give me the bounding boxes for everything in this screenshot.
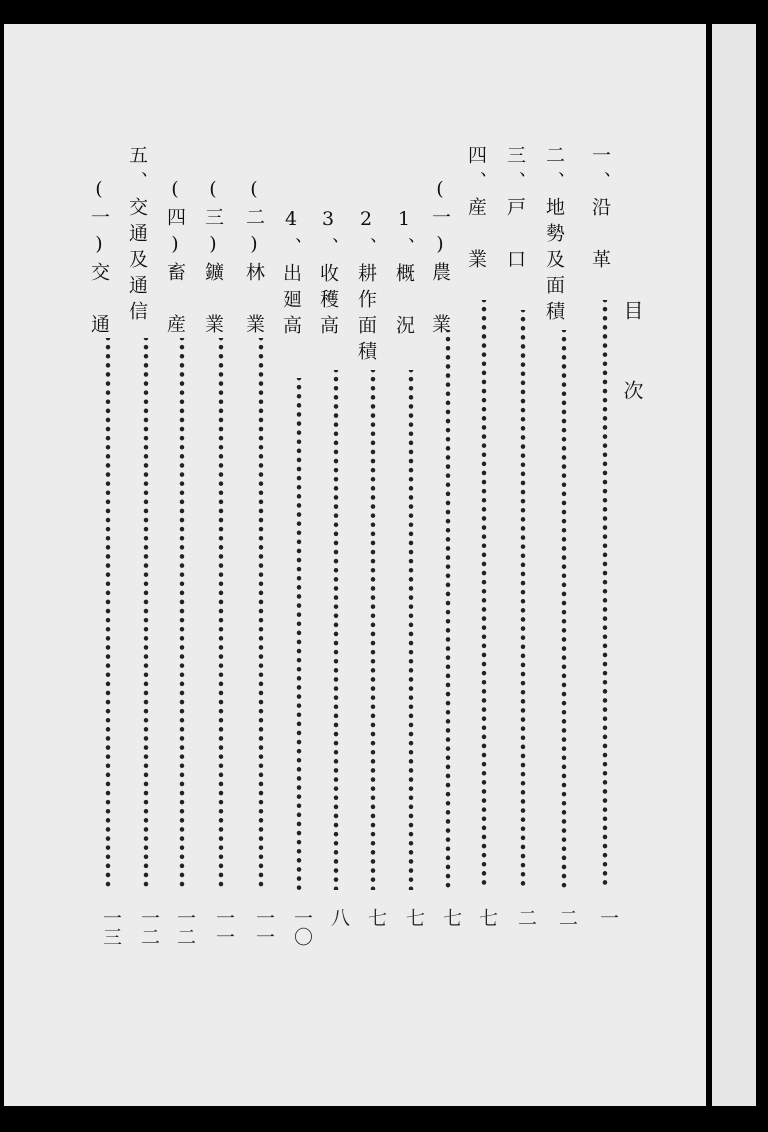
- dot-leader: [441, 330, 455, 890]
- toc-entry-label: (四)畜 産: [164, 178, 186, 340]
- dot-leader: [139, 338, 153, 890]
- toc-entry-label: 五、交通及通信: [126, 145, 148, 327]
- toc-page-number: 一一: [213, 908, 235, 946]
- dot-leader: [101, 338, 115, 890]
- toc-entry-label: (二)林 業: [243, 178, 265, 340]
- toc-page-number: 一一: [253, 908, 275, 946]
- toc-page-number: 一〇: [291, 908, 313, 946]
- toc-entry-label: 4、出廻高: [280, 208, 302, 341]
- dot-leader: [404, 370, 418, 890]
- toc-entry-label: (一)交 通: [88, 178, 110, 340]
- dot-leader: [175, 338, 189, 890]
- toc-entry-label: 2、耕作面積: [355, 208, 377, 367]
- dot-leader: [516, 310, 530, 890]
- dot-leader: [292, 378, 306, 890]
- toc-page-number: 七: [476, 908, 498, 927]
- dot-leader: [329, 370, 343, 890]
- dot-leader: [214, 338, 228, 890]
- toc-page-number: 一二: [174, 908, 196, 946]
- toc-entry-label: 一、沿 革: [589, 145, 611, 275]
- dot-leader: [477, 300, 491, 890]
- toc-entry-label: (一)農 業: [429, 178, 451, 340]
- book-spine: [712, 24, 756, 1106]
- dot-leader: [366, 370, 380, 890]
- toc-entry-label: 二、地勢及面積: [543, 145, 565, 327]
- toc-page-number: 一: [597, 908, 619, 927]
- toc-entry-label: 三、戸 口: [504, 145, 526, 275]
- toc-page-number: 七: [403, 908, 425, 927]
- toc-page-number: 八: [328, 908, 350, 927]
- toc-entry-label: 3、收穫高: [317, 208, 339, 341]
- toc-entry-label: (三)鑛 業: [202, 178, 224, 340]
- toc-entry-label: 四、産 業: [465, 145, 487, 275]
- toc-page-number: 一二: [138, 908, 160, 946]
- dot-leader: [598, 300, 612, 890]
- toc-page-number: 七: [440, 908, 462, 927]
- toc-page-number: 二: [515, 908, 537, 927]
- toc-page-number: 一三: [100, 908, 122, 946]
- toc-page-number: 二: [556, 908, 578, 927]
- dot-leader: [557, 330, 571, 890]
- dot-leader: [254, 338, 268, 890]
- toc-title: 目次: [620, 300, 644, 460]
- toc-page-number: 七: [365, 908, 387, 927]
- toc-entry-label: 1、概 況: [393, 208, 415, 341]
